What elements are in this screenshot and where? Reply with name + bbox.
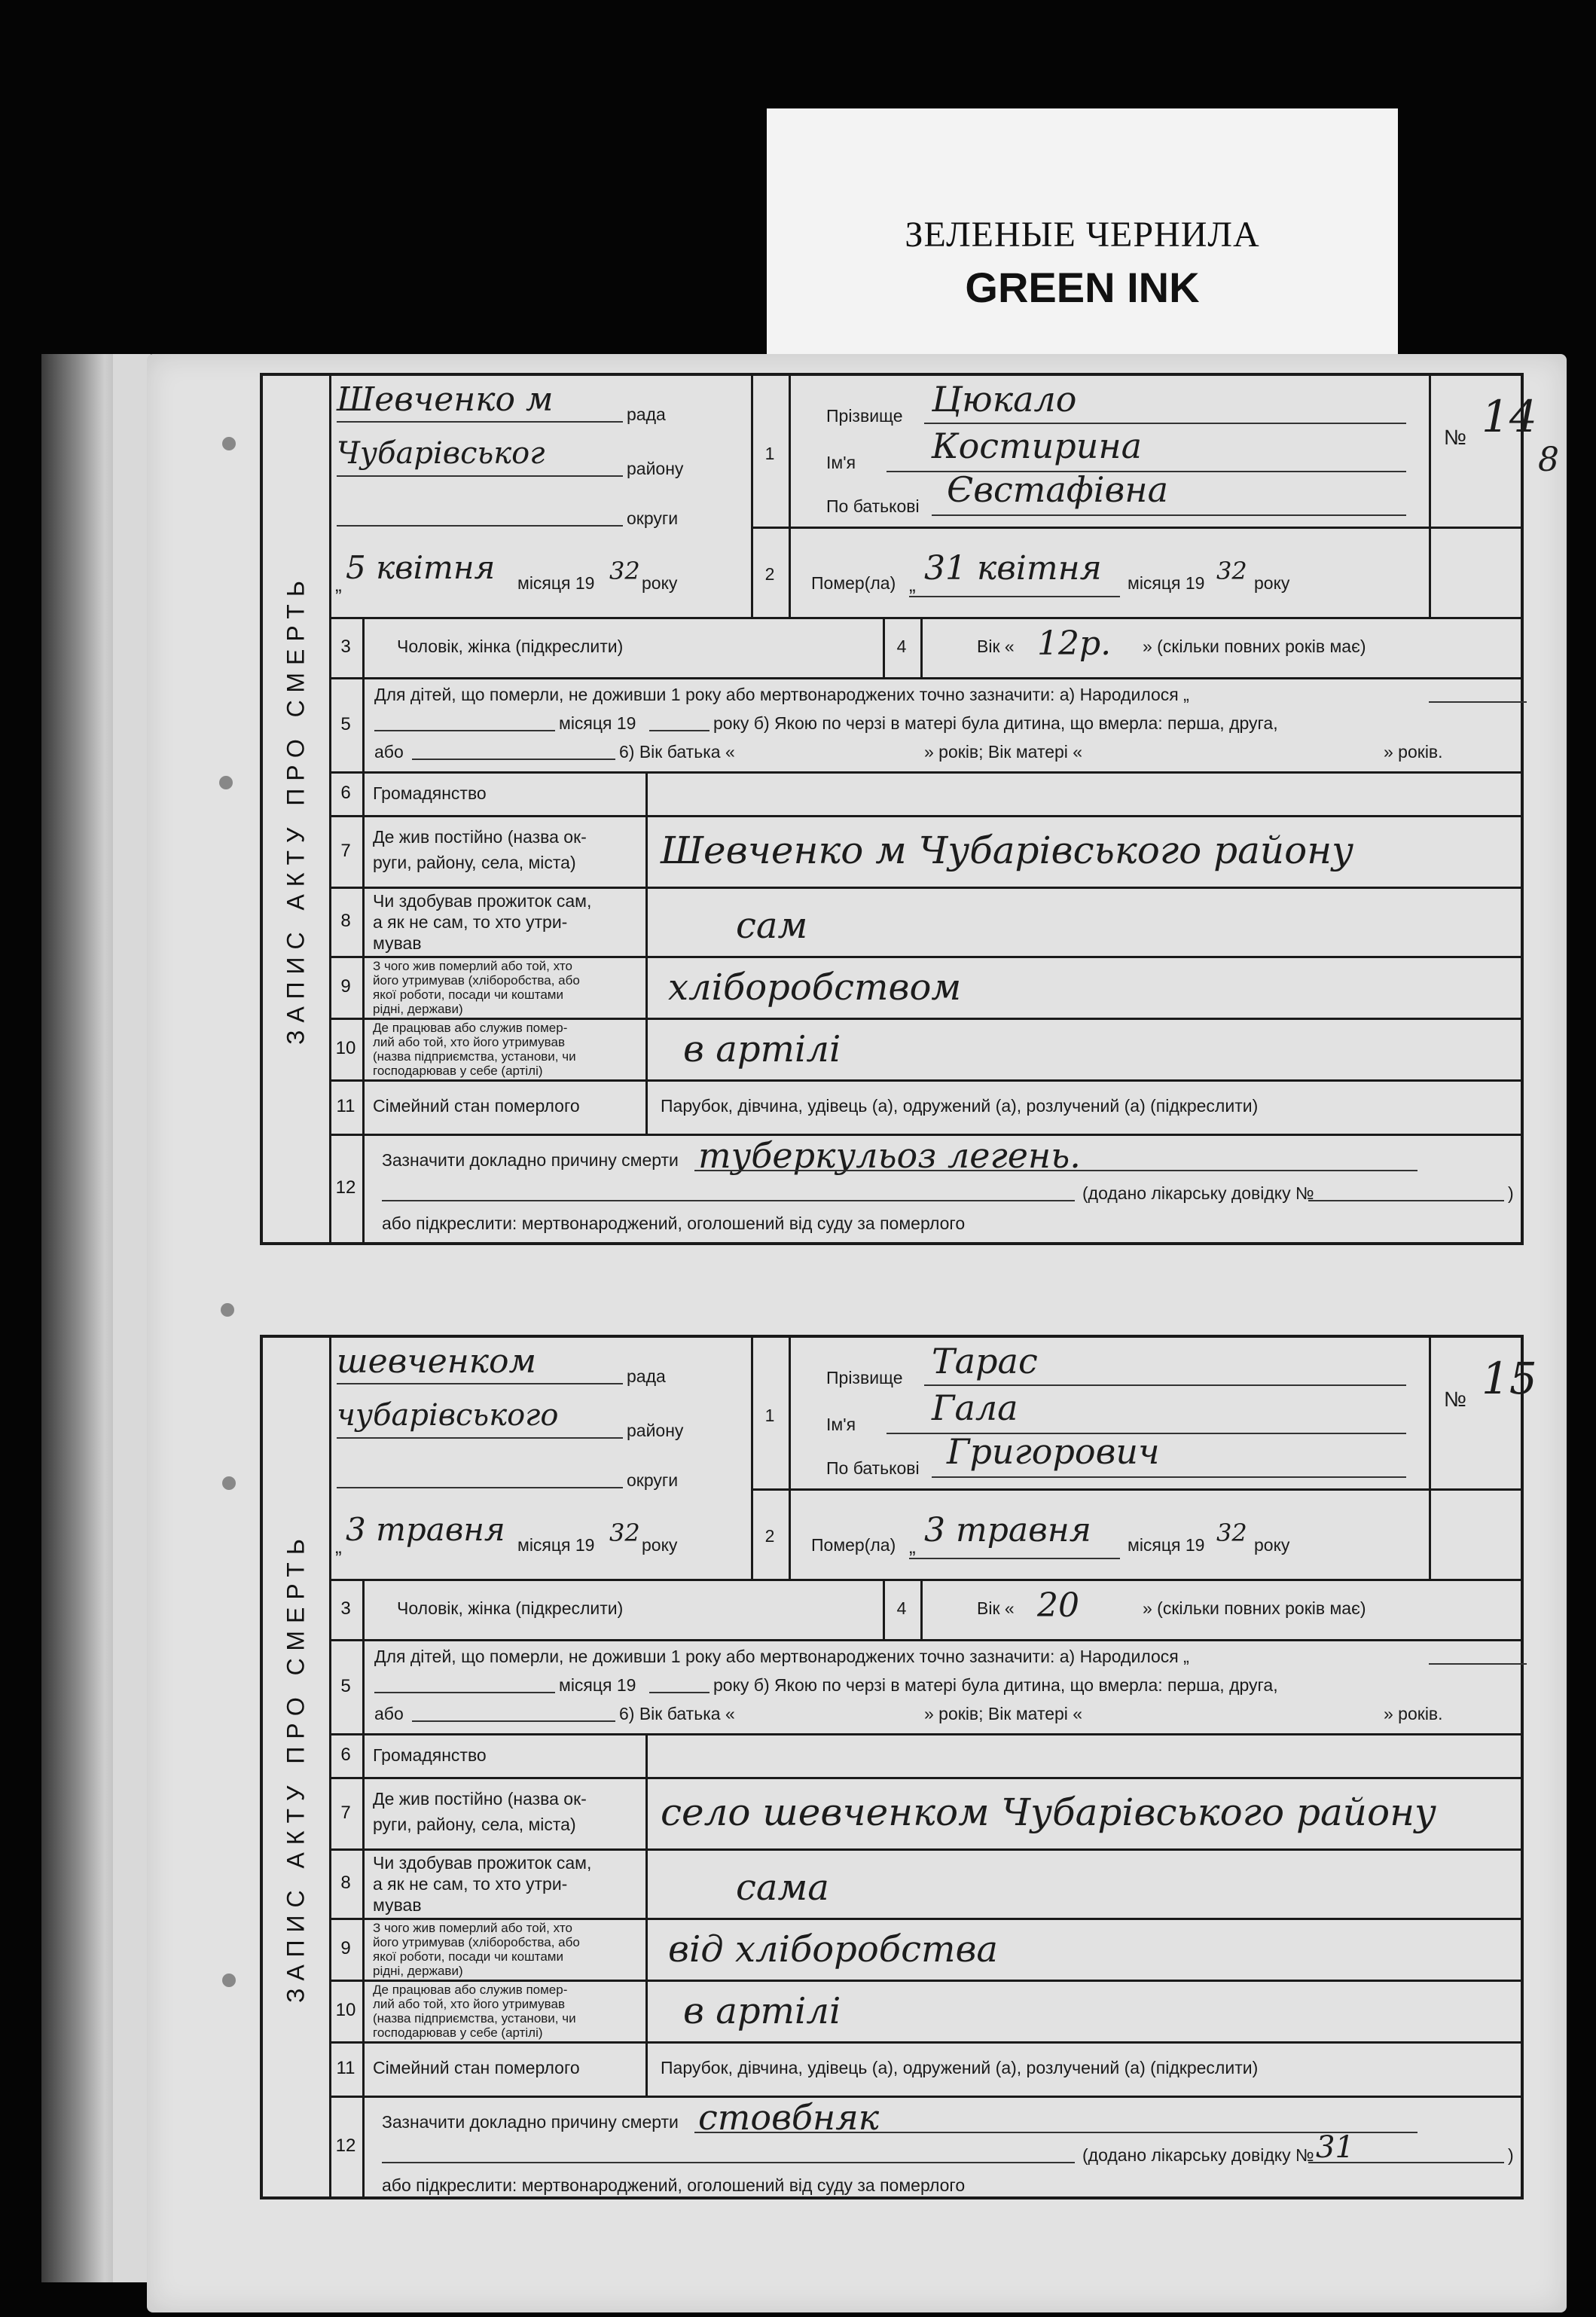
month-label: місяця 19 <box>1128 1535 1205 1555</box>
children-text: 6) Вік батька « <box>619 1704 735 1723</box>
certificate-number: 31 <box>1316 2130 1354 2165</box>
cause-value: стовбняк <box>698 2097 880 2138</box>
row-number: 2 <box>764 564 775 584</box>
row-number: 1 <box>764 1406 775 1425</box>
year-label: року <box>1254 1535 1290 1555</box>
binding-hole <box>222 1974 236 1987</box>
binding-hole <box>221 1303 234 1317</box>
income-label: рідні, держави) <box>373 1002 463 1016</box>
row-number: 8 <box>329 887 365 956</box>
workplace-label: господарював у себе (артілі) <box>373 1064 543 1078</box>
marital-label: Сімейний стан померлого <box>373 2058 580 2077</box>
raion-label: району <box>627 459 684 478</box>
workplace-label: Де працював або служив помер- <box>373 1983 568 1997</box>
year-label: року <box>642 1535 678 1555</box>
workplace-value: в артілі <box>683 1028 841 1070</box>
rada-value: Шевченко м <box>337 380 554 419</box>
row-number: 12 <box>329 1134 365 1242</box>
income-value: хліборобством <box>668 966 962 1009</box>
cause-value: туберкульоз легень. <box>698 1135 1081 1176</box>
death-year: 32 <box>1216 1519 1247 1547</box>
income-label: якої роботи, посади чи коштами <box>373 1949 563 1964</box>
side-title-text: ЗАПИС АКТУ ПРО СМЕРТЬ <box>282 1531 310 2003</box>
row-number: 5 <box>329 1639 365 1733</box>
binding-hole <box>222 437 236 450</box>
workplace-label: Де працював або служив помер- <box>373 1021 568 1035</box>
row-sex-age <box>329 1579 1521 1641</box>
death-record <box>260 1335 1537 2199</box>
name-value: Гала <box>932 1387 1018 1428</box>
children-text: місяця 19 <box>559 713 636 733</box>
children-text: або <box>374 742 404 762</box>
row-children <box>329 1639 1521 1735</box>
workplace-label: господарював у себе (артілі) <box>373 2025 543 2040</box>
income-label: З чого жив померлий або той, хто <box>373 1921 572 1935</box>
record-body <box>329 376 1559 1242</box>
workplace-label: (назва підприємства, установи, чи <box>373 1049 576 1064</box>
children-text: місяця 19 <box>559 1675 636 1695</box>
book-spine-edge <box>113 354 151 2282</box>
certificate-label: (додано лікарську довідку № <box>1082 2145 1314 2165</box>
residence-label: руги, району, села, міста) <box>373 1815 576 1834</box>
row-number: 6 <box>329 771 365 815</box>
death-year: 32 <box>1216 557 1247 585</box>
binding-hole <box>222 1476 236 1490</box>
row-cause: 12 Зазначити докладно причину смерти стовбняк (додано лікарську довідку № 31 ) або підкреслити: мертвонароджений, оголошений від суду за померлого <box>329 2096 1521 2196</box>
stillborn-label: або підкреслити: мертвонароджений, оголошений від суду за померлого <box>382 2175 966 2195</box>
death-date: 3 травня <box>924 1511 1091 1549</box>
row-residence <box>329 1777 1521 1851</box>
certificate-label: (додано лікарську довідку № <box>1082 1183 1314 1203</box>
death-date: 31 квітня <box>924 549 1102 588</box>
citizenship-label: Громадянство <box>373 1745 487 1765</box>
residence-label: Де жив постійно (назва ок- <box>373 1789 587 1809</box>
okrugy-label: округи <box>627 508 679 528</box>
surname-value: Цюкало <box>932 379 1077 420</box>
row-number: 9 <box>329 956 365 1018</box>
registration-year: 32 <box>609 1519 640 1547</box>
row-number: 7 <box>329 1777 365 1848</box>
support-label: Чи здобував прожиток сам, <box>373 891 592 911</box>
children-text: року б) Якою по черзі в матері була дитина, що вмерла: перша, друга, <box>713 1675 1278 1695</box>
number-label: № <box>1444 1387 1467 1411</box>
surname-label: Прізвище <box>826 1368 903 1387</box>
surname-value: Тарас <box>932 1341 1038 1381</box>
income-label: рідні, держави) <box>373 1964 463 1978</box>
age-suffix: » (скільки повних років має) <box>1143 636 1366 656</box>
age-value: 20 <box>1037 1586 1079 1625</box>
children-text: 6) Вік батька « <box>619 742 735 762</box>
registration-date: 3 травня <box>346 1511 505 1548</box>
residence-label: Де жив постійно (назва ок- <box>373 827 587 847</box>
cause-label: Зазначити докладно причину смерти <box>382 2112 679 2132</box>
name-label: Ім'я <box>826 1415 856 1434</box>
children-text: » років; Вік матері « <box>924 1704 1083 1723</box>
row-cause: 12 Зазначити докладно причину смерти туберкульоз легень. (додано лікарську довідку № ) або підкреслити: мертвонароджений, оголошений від суду за померлого <box>329 1134 1521 1242</box>
support-value: сама <box>736 1867 829 1909</box>
age-suffix: » (скільки повних років має) <box>1143 1598 1366 1618</box>
ink-label-russian: ЗЕЛЕНЫЕ ЧЕРНИЛА <box>905 215 1260 255</box>
row-workplace <box>329 1018 1521 1082</box>
workplace-label: (назва підприємства, установи, чи <box>373 2011 576 2025</box>
row-number: 1 <box>764 444 775 463</box>
row-number: 3 <box>329 1579 365 1639</box>
sex-label: Чоловік, жінка (підкреслити) <box>397 636 624 656</box>
children-text: або <box>374 1704 404 1723</box>
cause-label: Зазначити докладно причину смерти <box>382 1150 679 1170</box>
workplace-value: в артілі <box>683 1990 841 2032</box>
patronymic-value: Григорович <box>947 1431 1160 1472</box>
name-label: Ім'я <box>826 453 856 472</box>
marital-options: Парубок, дівчина, удівець (а), одружений (а), розлучений (а) (підкреслити) <box>661 2058 1259 2077</box>
registration-year: 32 <box>609 557 640 585</box>
month-label: місяця 19 <box>517 573 595 593</box>
header-block: 1 2 Шевченко м рада Чубарівськог району округи „ 5 квітня місяця 19 32 року Прізвище Цюкало Ім'я Костирина По батькові Євстафівна № 14 8 Помер(ла) „ 31 квітня місяця 19 32 року <box>329 376 1521 619</box>
header-block: 1 2 шевченком рада чубарівського району округи „ 3 травня місяця 19 32 року Прізвище Тарас Ім'я Гала По батькові Григорович № 15 Помер(ла) „ 3 травня місяця 19 32 року <box>329 1338 1521 1581</box>
children-text: Для дітей, що померли, не доживши 1 року або мертвонароджених точно зазначити: а) Народилося „ <box>374 685 1189 704</box>
row-support <box>329 1848 1521 1920</box>
record-number: 15 <box>1482 1353 1537 1404</box>
raion-value: чубарівського <box>337 1398 559 1433</box>
surname-label: Прізвище <box>826 406 903 426</box>
support-value: сам <box>736 905 808 947</box>
marital-label: Сімейний стан померлого <box>373 1096 580 1116</box>
support-label: Чи здобував прожиток сам, <box>373 1853 592 1873</box>
row-children <box>329 677 1521 774</box>
row-number: 11 <box>329 2041 365 2096</box>
registration-date: 5 квітня <box>346 549 496 586</box>
residence-value: Шевченко м Чубарівського району <box>661 829 1354 872</box>
support-label: мував <box>373 1895 422 1915</box>
patronymic-label: По батькові <box>826 1458 920 1478</box>
raion-label: району <box>627 1421 684 1440</box>
row-number: 10 <box>329 1018 365 1079</box>
record-number: 14 <box>1482 391 1537 442</box>
row-number: 4 <box>896 636 907 656</box>
income-label: його утримував (хліборобства, або <box>373 973 580 988</box>
row-residence <box>329 815 1521 889</box>
binding-hole <box>219 776 233 789</box>
month-label: місяця 19 <box>517 1535 595 1555</box>
row-support <box>329 887 1521 958</box>
row-number: 9 <box>329 1918 365 1980</box>
okrugy-label: округи <box>627 1470 679 1490</box>
rada-label: рада <box>627 1366 666 1386</box>
row-number: 5 <box>329 677 365 771</box>
row-sex-age <box>329 617 1521 679</box>
died-label: Помер(ла) <box>811 573 896 593</box>
ink-label-english: GREEN INK <box>965 264 1200 311</box>
sex-label: Чоловік, жінка (підкреслити) <box>397 1598 624 1618</box>
rada-label: рада <box>627 404 666 424</box>
side-title <box>263 1338 331 2196</box>
patronymic-label: По батькові <box>826 496 920 516</box>
row-number: 3 <box>329 617 365 677</box>
row-number: 10 <box>329 1980 365 2041</box>
support-label: а як не сам, то хто утри- <box>373 912 568 932</box>
age-label: Вік « <box>977 636 1015 656</box>
row-number: 2 <box>764 1526 775 1546</box>
support-label: мував <box>373 933 422 953</box>
income-label: якої роботи, посади чи коштами <box>373 988 563 1002</box>
row-number: 8 <box>329 1848 365 1918</box>
row-number: 11 <box>329 1079 365 1134</box>
stillborn-label: або підкреслити: мертвонароджений, оголошений від суду за померлого <box>382 1213 966 1233</box>
row-number: 4 <box>896 1598 907 1618</box>
children-text: » років. <box>1384 742 1443 762</box>
row-number: 6 <box>329 1733 365 1777</box>
income-label: його утримував (хліборобства, або <box>373 1935 580 1949</box>
number-label: № <box>1444 426 1467 449</box>
residence-label: руги, району, села, міста) <box>373 853 576 872</box>
children-text: року б) Якою по черзі в матері була дитина, що вмерла: перша, друга, <box>713 713 1278 733</box>
row-citizenship <box>329 771 1521 817</box>
rada-value: шевченком <box>337 1342 536 1381</box>
workplace-label: лий або той, хто його утримував <box>373 1997 565 2011</box>
raion-value: Чубарівськог <box>337 436 545 471</box>
year-label: року <box>642 573 678 593</box>
record-number-alt: 8 <box>1538 441 1559 479</box>
side-title-text: ЗАПИС АКТУ ПРО СМЕРТЬ <box>282 573 310 1045</box>
support-label: а як не сам, то хто утри- <box>373 1874 568 1894</box>
ink-label-card <box>767 108 1398 357</box>
side-title <box>263 376 331 1242</box>
row-income <box>329 1918 1521 1982</box>
age-value: 12р. <box>1037 624 1112 663</box>
citizenship-label: Громадянство <box>373 783 487 803</box>
children-text: » років; Вік матері « <box>924 742 1083 762</box>
children-text: Для дітей, що померли, не доживши 1 року або мертвонароджених точно зазначити: а) Народилося „ <box>374 1647 1189 1666</box>
year-label: року <box>1254 573 1290 593</box>
row-income <box>329 956 1521 1020</box>
marital-options: Парубок, дівчина, удівець (а), одружений (а), розлучений (а) (підкреслити) <box>661 1096 1259 1116</box>
death-record <box>260 373 1559 1245</box>
patronymic-value: Євстафівна <box>947 469 1168 510</box>
record-body <box>329 1338 1537 2196</box>
row-workplace <box>329 1980 1521 2044</box>
row-number: 12 <box>329 2096 365 2196</box>
row-number: 7 <box>329 815 365 887</box>
income-label: З чого жив померлий або той, хто <box>373 959 572 973</box>
workplace-label: лий або той, хто його утримував <box>373 1035 565 1049</box>
residence-value: село шевченком Чубарівського району <box>661 1790 1437 1834</box>
income-value: від хліборобства <box>668 1928 999 1971</box>
row-marital <box>329 1079 1521 1136</box>
row-marital <box>329 2041 1521 2098</box>
age-label: Вік « <box>977 1598 1015 1618</box>
died-label: Помер(ла) <box>811 1535 896 1555</box>
name-value: Костирина <box>932 426 1143 466</box>
children-text: » років. <box>1384 1704 1443 1723</box>
row-citizenship <box>329 1733 1521 1779</box>
month-label: місяця 19 <box>1128 573 1205 593</box>
